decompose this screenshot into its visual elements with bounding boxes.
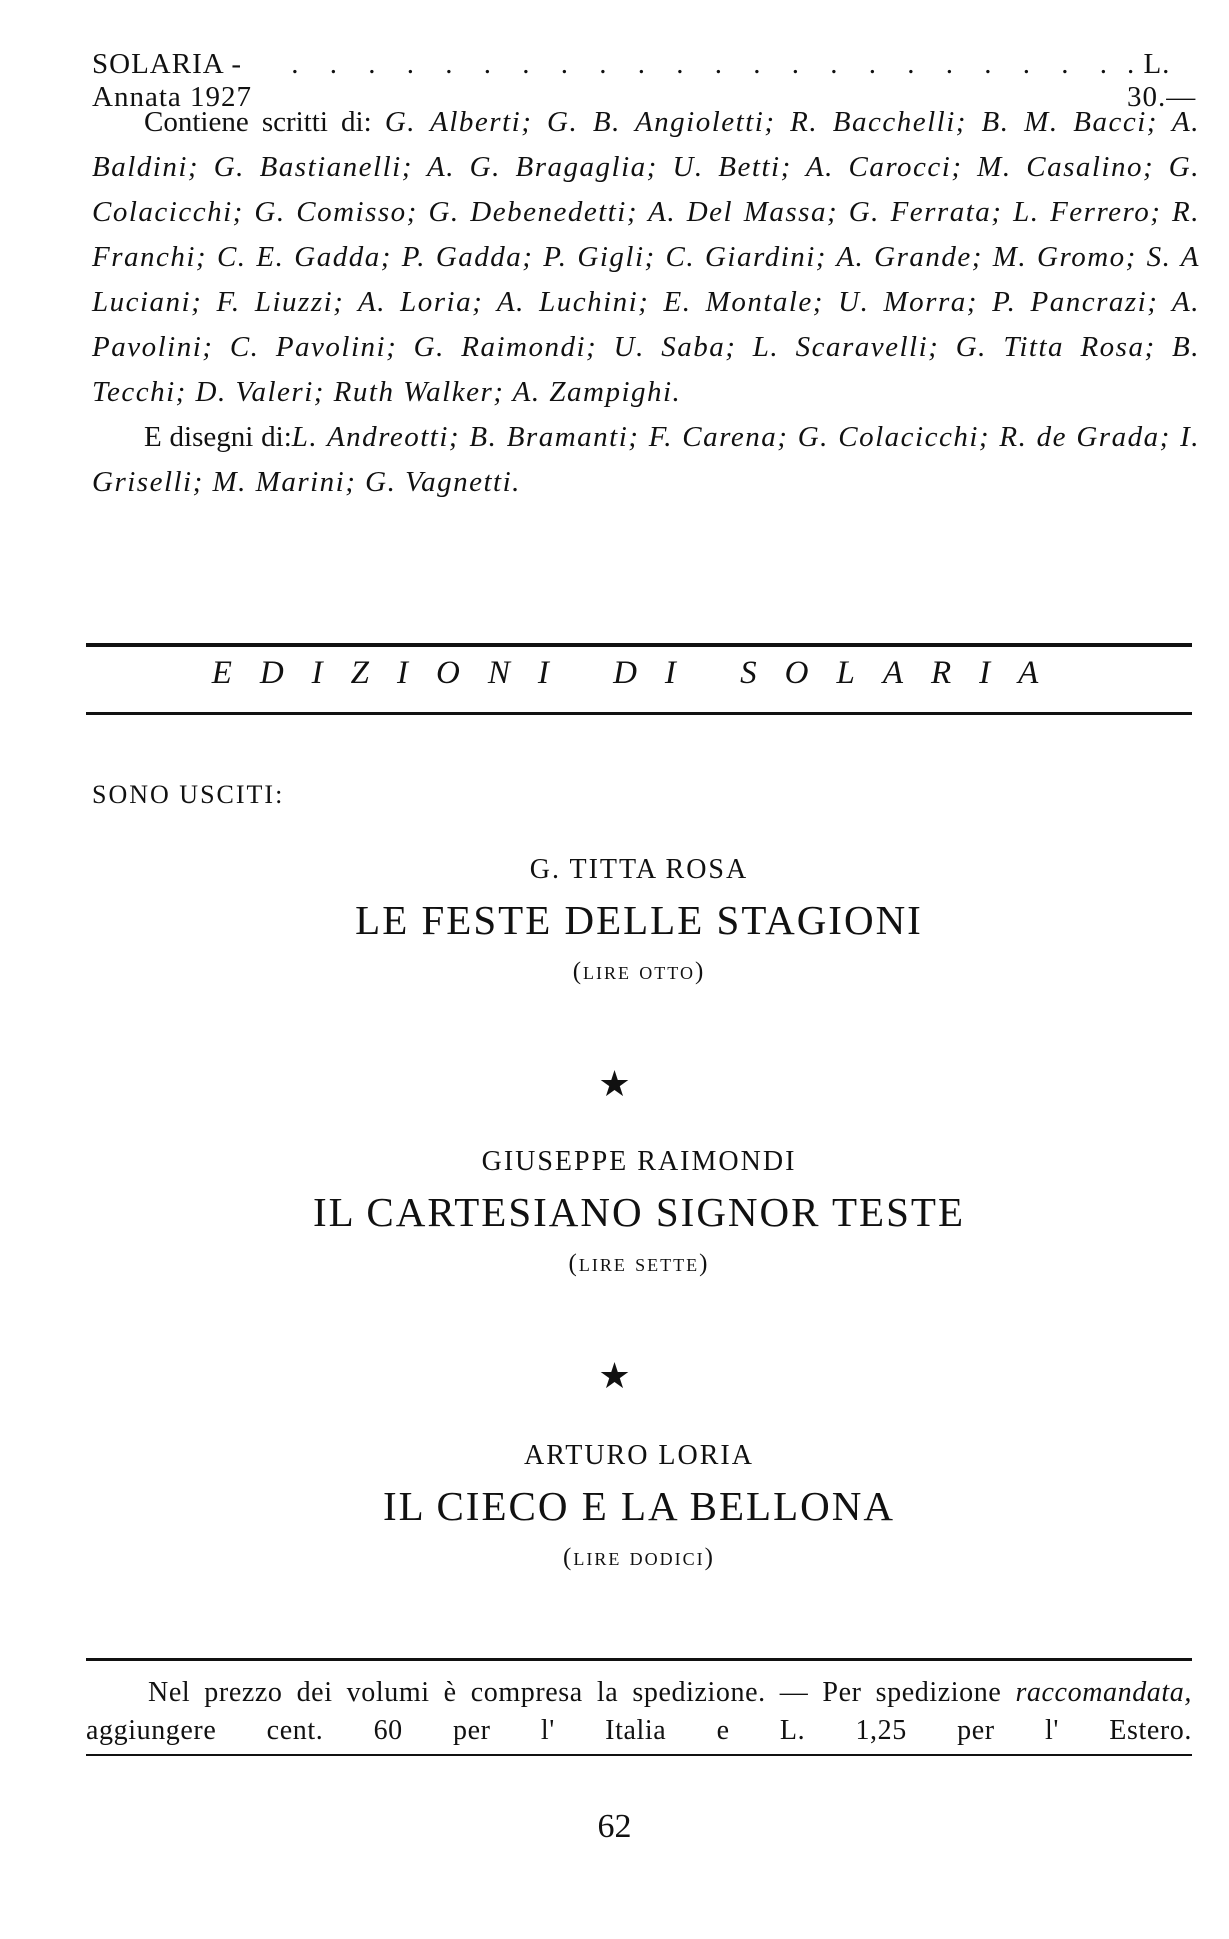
sono-usciti-label: SONO USCITI: bbox=[92, 780, 285, 809]
disegni-paragraph bbox=[92, 415, 1200, 505]
book-title: LE FESTE DELLE STAGIONI bbox=[355, 897, 923, 943]
annata-label: SOLARIA - Annata 1927 bbox=[92, 48, 252, 113]
section-top-rule bbox=[86, 643, 1192, 647]
scritti-paragraph bbox=[92, 100, 1200, 415]
scritti-names: G. Alberti; G. B. Angioletti; R. Bacchelli; B. M. Bacci; A. Baldini; G. Bastianelli; A. G. Bragaglia; U. Betti; A. Carocci; M. Casalino; G. Colacicchi; G. Comisso; G. Debenedetti; A. Del Massa; G. Ferrata; L. Ferrero; R. Franchi; C. E. Gadda; P. Gadda; P. Gigli; C. Giardini; A. Grande; M. Gromo; S. A Luciani; F. Liuzzi; A. Loria; A. Luchini; E. Montale; U. Morra; P. Pancrazi; A. Pavolini; C. Pavolini; G. Raimondi; U. Saba; L. Scaravelli; G. Titta Rosa; B. Tecchi; D. Valeri; Ruth Walker; A. Zampighi. bbox=[92, 106, 1201, 408]
star-separator-icon: ★ bbox=[598, 1064, 631, 1105]
scritti-label: Contiene scritti di: bbox=[144, 106, 372, 138]
note-bottom-rule bbox=[86, 1754, 1192, 1756]
book-title: IL CIECO E LA BELLONA bbox=[383, 1483, 895, 1529]
disegni-label: E disegni di: bbox=[144, 421, 292, 453]
book-author: G. TITTA ROSA bbox=[529, 854, 749, 885]
book-entry bbox=[86, 1146, 1192, 1278]
book-entry bbox=[86, 1440, 1192, 1572]
note-top-rule bbox=[86, 1658, 1192, 1661]
section-bottom-rule bbox=[86, 712, 1192, 715]
annata-price: . L. 30.— bbox=[1126, 48, 1197, 113]
book-author: GIUSEPPE RAIMONDI bbox=[481, 1146, 797, 1177]
note-part-2: aggiungere cent. 60 per l' Italia e L. 1,25 per l' Estero. bbox=[86, 1715, 1192, 1746]
shipping-note-text bbox=[86, 1674, 1192, 1750]
book-entry bbox=[86, 854, 1192, 986]
book-price-text: (lire dodici) bbox=[563, 1544, 715, 1571]
book-title: IL CARTESIANO SIGNOR TESTE bbox=[312, 1189, 965, 1235]
page-number: 62 bbox=[597, 1808, 632, 1845]
book-price bbox=[86, 1544, 1192, 1572]
note-part-1: Nel prezzo dei volumi è compresa la spedizione. — Per spedizione bbox=[148, 1677, 1002, 1708]
book-price bbox=[86, 958, 1192, 986]
star-separator-icon: ★ bbox=[598, 1356, 631, 1397]
leader-dots: . . . . . . . . . . . . . . . . . . . . . . bbox=[291, 48, 1119, 80]
section-title: EDIZIONI DI SOLARIA bbox=[211, 655, 1067, 691]
book-price-text: (lire sette) bbox=[568, 1250, 710, 1277]
disegni-names: L. Andreotti; B. Bramanti; F. Carena; G. Colacicchi; R. de Grada; I. Griselli; M. Marini; G. Vagnetti. bbox=[92, 421, 1200, 498]
shipping-note bbox=[86, 1674, 1192, 1750]
book-price-text: (lire otto) bbox=[572, 958, 706, 985]
book-price bbox=[86, 1250, 1192, 1278]
book-author: ARTURO LORIA bbox=[524, 1440, 754, 1471]
contents-paragraphs bbox=[92, 100, 1200, 505]
note-italic: raccomandata, bbox=[1015, 1677, 1192, 1708]
